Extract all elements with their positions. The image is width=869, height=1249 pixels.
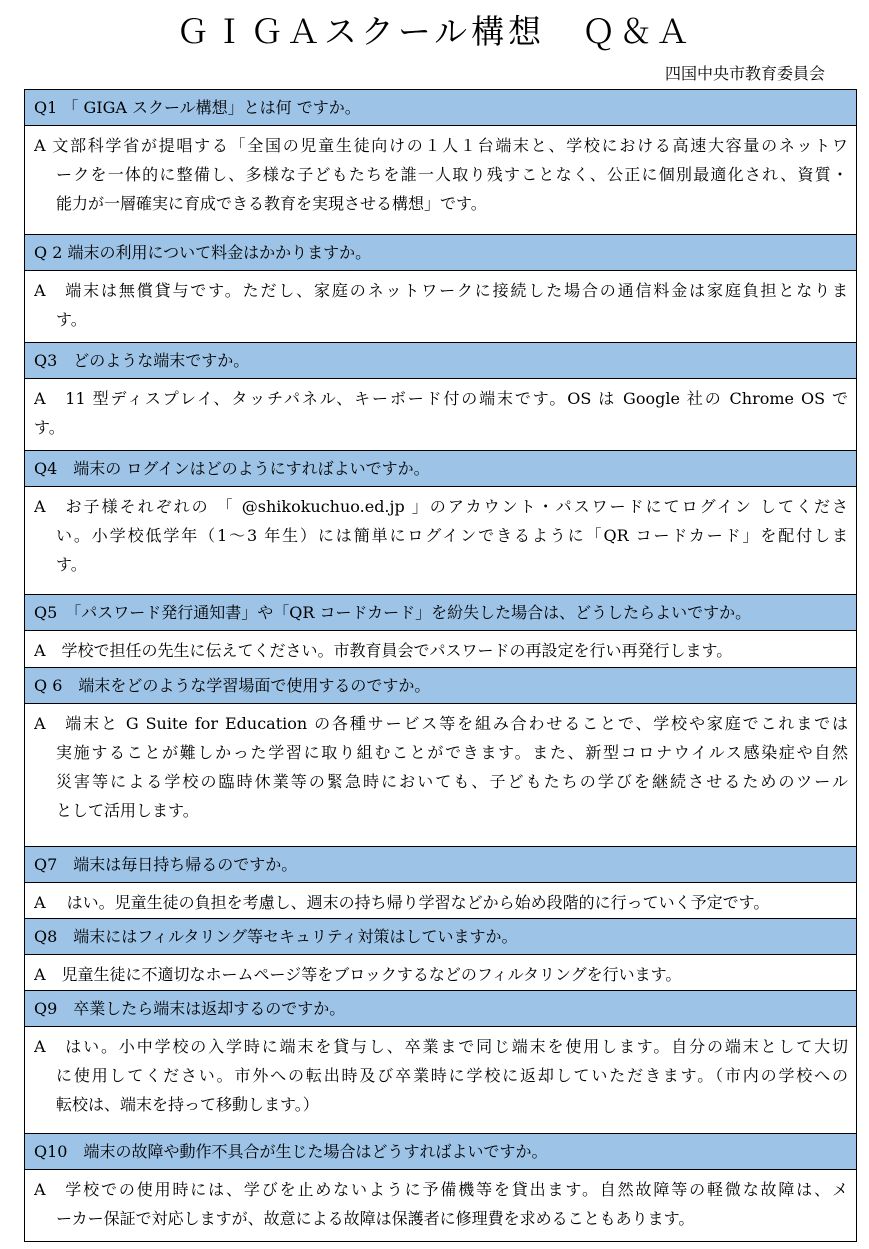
- answer-9-line-3: 転校は、端末を持って移動します。）: [56, 1095, 319, 1114]
- answer-8: [25, 955, 856, 991]
- qa-table: [24, 89, 857, 1242]
- answer-4-line-1: A お子様それぞれの 「 @shikokuchuo.ed.jp 」のアカウント・パスワードにてログイン してくださ: [34, 497, 848, 516]
- answer-2-line-2: す。: [56, 310, 87, 329]
- answer-5: [25, 631, 856, 668]
- question-3: Q3 どのような端末ですか。: [25, 343, 856, 379]
- answer-6-line-2: 実施することが難しかった学習に取り組むことができます。また、新型コロナウイルス感染症や自然: [56, 743, 848, 762]
- answer-10: [25, 1170, 856, 1242]
- answer-10-line-1: A 学校での使用時には、学びを止めないように予備機等を貸出ます。自然故障等の軽微な故障は、メ: [34, 1180, 848, 1199]
- answer-6-line-1: A 端末と G Suite for Education の各種サービス等を組み合わせることで、学校や家庭でこれまでは: [34, 714, 848, 733]
- question-4: Q4 端末の ログインはどのようにすればよいですか。: [25, 451, 856, 487]
- answer-9: [25, 1027, 856, 1134]
- answer-7-line-1: A はい。児童生徒の負担を考慮し、週末の持ち帰り学習などから始め段階的に行っていく予定です。: [34, 893, 770, 912]
- answer-1-line-3: 能力が一層確実に育成できる教育を実現させる構想」です。: [56, 194, 487, 213]
- answer-8-line-1: A 児童生徒に不適切なホームページ等をブロックするなどのフィルタリングを行います。: [34, 965, 682, 984]
- answer-9-line-1: A はい。小中学校の入学時に端末を貸与し、卒業まで同じ端末を使用します。自分の端末として大切: [34, 1037, 848, 1056]
- answer-3: [25, 379, 856, 451]
- answer-6-line-4: として活用します。: [56, 801, 199, 820]
- question-6: Q 6 端末をどのような学習場面で使用するのですか。: [25, 668, 856, 704]
- question-8: Q8 端末にはフィルタリング等セキュリティ対策はしていますか。: [25, 919, 856, 955]
- answer-2-line-1: A 端末は無償貸与です。ただし、家庭のネットワークに接続した場合の通信料金は家庭負担となりま: [34, 281, 848, 300]
- answer-9-line-2: に使用してください。市外への転出時及び卒業時に学校に返却していただきます。（市内の学校への: [56, 1066, 848, 1085]
- question-1: Q1 「 GIGA スクール構想」とは何 ですか。: [25, 90, 856, 126]
- answer-2: [25, 271, 856, 343]
- question-7: Q7 端末は毎日持ち帰るのですか。: [25, 847, 856, 883]
- question-10: Q10 端末の故障や動作不具合が生じた場合はどうすればよいですか。: [25, 1134, 856, 1170]
- answer-6: [25, 704, 856, 847]
- answer-4-line-3: す。: [56, 555, 87, 574]
- answer-6-line-3: 災害等による学校の臨時休業等の緊急時においても、子どもたちの学びを継続させるためのツール: [56, 772, 848, 791]
- answer-1: [25, 126, 856, 235]
- answer-1-line-2: ークを一体的に整備し、多様な子どもたちを誰一人取り残すことなく、公正に個別最適化され、資質・: [56, 165, 848, 184]
- question-5: Q5 「パスワード発行通知書」や「QR コードカード」を紛失した場合は、どうしたらよいですか。: [25, 595, 856, 631]
- page-title: ＧＩＧＡスクール構想 Ｑ＆Ａ: [175, 12, 694, 51]
- answer-3-line-2: す。: [34, 418, 65, 437]
- answer-5-line-1: A 学校で担任の先生に伝えてください。市教育員会でパスワードの再設定を行い再発行します。: [34, 641, 733, 660]
- answer-10-line-2: ーカー保証で対応しますが、故意による故障は保護者に修理費を求めることもあります。: [56, 1209, 695, 1228]
- answer-4: [25, 487, 856, 595]
- answer-1-line-1: A 文部科学省が提唱する「全国の児童生徒向けの１人１台端末と、学校における高速大容量のネットワ: [34, 136, 848, 155]
- answer-7: [25, 883, 856, 919]
- organization-name: 四国中央市教育委員会: [664, 64, 825, 83]
- question-9: Q9 卒業したら端末は返却するのですか。: [25, 991, 856, 1027]
- answer-4-line-2: い。小学校低学年（1～3 年生）には簡単にログインできるように「QR コードカード」を配付しま: [56, 526, 848, 545]
- answer-3-line-1: A 11 型ディスプレイ、タッチパネル、キーボード付の端末です。OS は Google 社の Chrome OS で: [34, 389, 848, 408]
- question-2: Q 2 端末の利用について料金はかかりますか。: [25, 235, 856, 271]
